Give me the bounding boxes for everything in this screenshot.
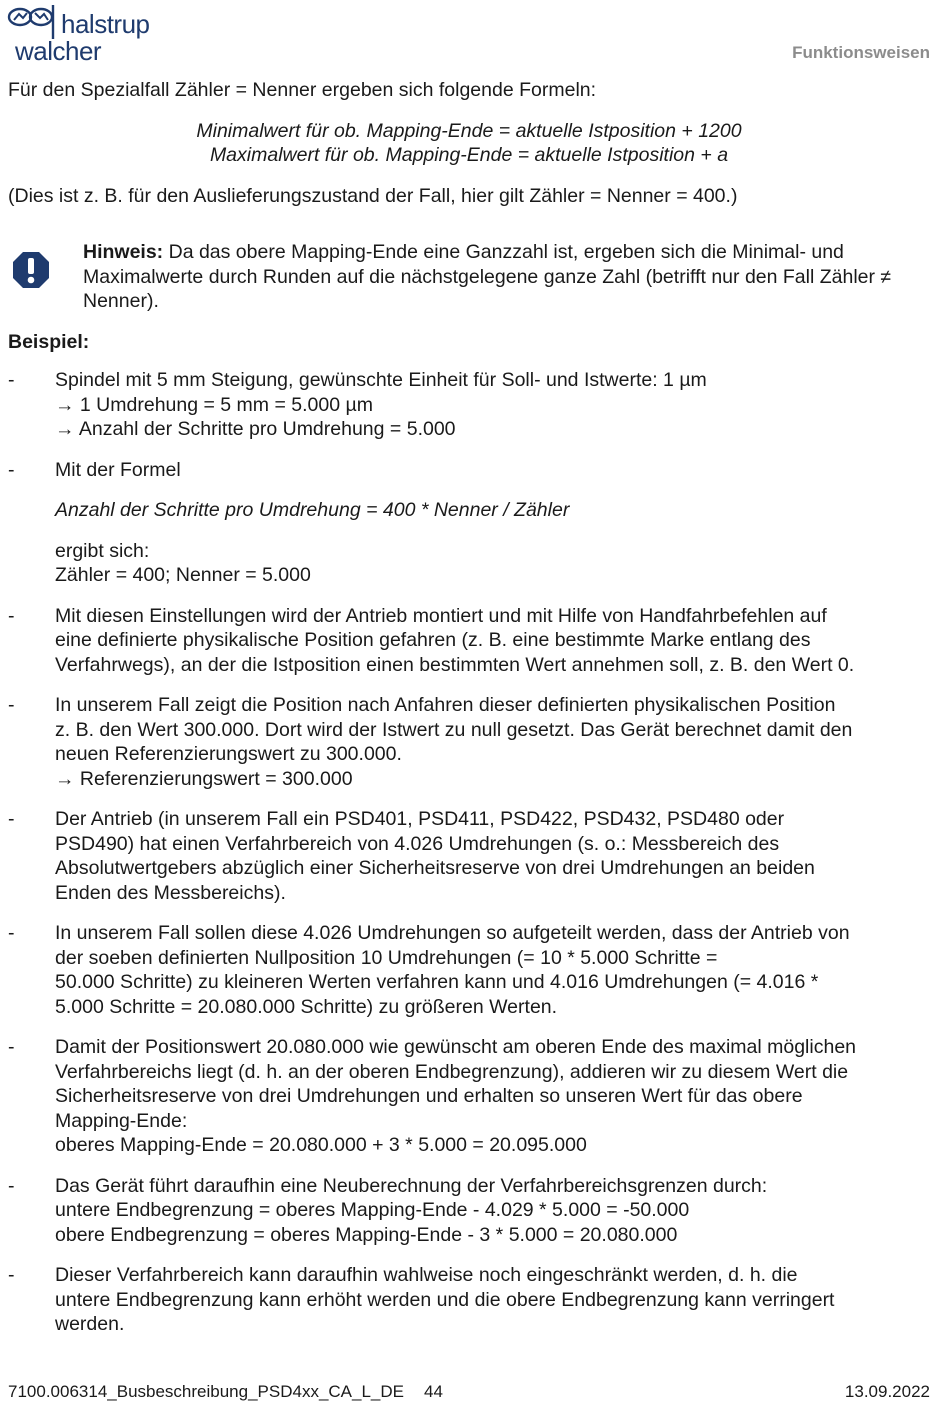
list-item xyxy=(8,807,930,905)
list-item-line: Dieser Verfahrbereich kann daraufhin wahlweise noch eingeschränkt werden, d. h. die xyxy=(55,1264,798,1286)
list-item-line: werden. xyxy=(55,1313,125,1335)
list-item-line: Das Gerät führt daraufhin eine Neuberechnung der Verfahrbereichsgrenzen durch: xyxy=(55,1174,768,1197)
logo-text-walcher: walcher xyxy=(15,36,102,66)
list-item-line: eine definierte physikalische Position gefahren (z. B. eine bestimmte Marke entlang des xyxy=(55,629,811,651)
list-item-line: neuen Referenzierungswert zu 300.000. xyxy=(55,743,402,765)
hint-paragraph xyxy=(83,240,930,314)
list-dash: - xyxy=(8,808,15,830)
list-item-line: → Anzahl der Schritte pro Umdrehung = 5.000 xyxy=(55,418,456,440)
list-item-line: Enden des Messbereichs). xyxy=(55,881,286,904)
paren-note: (Dies ist z. B. für den Auslieferungszustand der Fall, hier gilt Zähler = Nenner = 400.) xyxy=(8,184,738,207)
footer-doc-info xyxy=(8,1380,443,1405)
list-dash: - xyxy=(8,1264,15,1286)
list-dash: - xyxy=(8,369,15,391)
list-dash: - xyxy=(8,694,15,716)
list-item xyxy=(8,921,930,1019)
list-item xyxy=(8,693,930,791)
list-item-line: Mit der Formel xyxy=(55,458,181,481)
example-heading: Beispiel: xyxy=(8,330,90,353)
list-item-line: z. B. den Wert 300.000. Dort wird der Istwert zu null gesetzt. Das Gerät berechnet damit den xyxy=(55,718,853,741)
footer-doc-id: 7100.006314_Busbeschreibung_PSD4xx_CA_L_DE xyxy=(8,1382,405,1401)
section-title: Funktionsweisen xyxy=(792,43,930,62)
list-item xyxy=(8,1174,930,1248)
list-item-line: Der Antrieb (in unserem Fall ein PSD401, PSD411, PSD422, PSD432, PSD480 oder xyxy=(55,808,785,830)
list-item-line: Zähler = 400; Nenner = 5.000 xyxy=(55,564,311,586)
page-content xyxy=(8,78,930,1337)
list-dash: - xyxy=(8,604,15,627)
hint-text: Da das obere Mapping-Ende eine Ganzzahl ist, ergeben sich die Minimal- und Maximalwerte durch Runden auf die nächstgelegene ganze Zahl (betrifft nur den Fall Zähler ≠ Nenner). xyxy=(83,241,892,312)
list-item-line: Verfahrwegs), an der die Istposition einen bestimmten Wert annehmen soll, z. B. den Wert 0. xyxy=(55,653,855,676)
list-item-line: Verfahrbereichs liegt (d. h. an der oberen Endbegrenzung), addieren wir zu diesem Wert die xyxy=(55,1060,849,1083)
logo-mark-icon xyxy=(7,5,57,39)
list-item-line: Spindel mit 5 mm Steigung, gewünschte Einheit für Soll- und Istwerte: 1 µm xyxy=(55,369,707,391)
list-item-line: untere Endbegrenzung kann erhöht werden und die obere Endbegrenzung kann verringert xyxy=(55,1288,835,1311)
list-item-line: Sicherheitsreserve von drei Umdrehungen und erhalten so unseren Wert für das obere xyxy=(55,1085,803,1107)
list-item-line: Absolutwertgebers abzüglich einer Sicherheitsreserve von drei Umdrehungen an beiden xyxy=(55,857,815,879)
list-dash: - xyxy=(8,1174,15,1197)
hint-label: Hinweis: xyxy=(83,241,164,263)
list-item xyxy=(8,458,930,588)
list-item-formula: Anzahl der Schritte pro Umdrehung = 400 * Nenner / Zähler xyxy=(55,499,570,521)
list-item-line: untere Endbegrenzung = oberes Mapping-Ende - 4.029 * 5.000 = -50.000 xyxy=(55,1199,690,1221)
list-item-line: 5.000 Schritte = 20.080.000 Schritte) zu größeren Werten. xyxy=(55,995,558,1018)
list-dash: - xyxy=(8,458,15,481)
formula-max: Maximalwert für ob. Mapping-Ende = aktuelle Istposition + a xyxy=(209,144,729,166)
list-item-line: In unserem Fall sollen diese 4.026 Umdrehungen so aufgeteilt werden, dass der Antrieb von xyxy=(55,922,850,944)
list-dash: - xyxy=(8,1036,15,1058)
list-item-line: Mit diesen Einstellungen wird der Antrieb montiert und mit Hilfe von Handfahrbefehlen auf xyxy=(55,604,827,627)
exclamation-icon xyxy=(11,250,51,290)
hint-box xyxy=(8,240,930,314)
list-item xyxy=(8,1263,930,1337)
list-item-line: Damit der Positionswert 20.080.000 wie gewünscht am oberen Ende des maximal möglichen xyxy=(55,1036,857,1058)
footer-date: 13.09.2022 xyxy=(844,1382,930,1401)
list-item-line: ergibt sich: xyxy=(55,539,150,562)
list-item-line: → 1 Umdrehung = 5 mm = 5.000 µm xyxy=(55,393,373,416)
list-item-line: 50.000 Schritte) zu kleineren Werten verfahren kann und 4.016 Umdrehungen (= 4.016 * xyxy=(55,971,819,993)
list-item xyxy=(8,1035,930,1158)
company-logo xyxy=(7,5,177,66)
list-item-line: obere Endbegrenzung = oberes Mapping-Ende - 3 * 5.000 = 20.080.000 xyxy=(55,1223,678,1246)
intro-text: Für den Spezialfall Zähler = Nenner ergeben sich folgende Formeln: xyxy=(8,79,597,101)
footer-page-number: 44 xyxy=(424,1382,443,1401)
logo-text-halstrup: halstrup xyxy=(61,9,150,39)
list-item-line: PSD490) hat einen Verfahrbereich von 4.026 Umdrehungen (s. o.: Messbereich des xyxy=(55,832,780,855)
list-item xyxy=(8,604,930,678)
example-list xyxy=(8,368,930,1337)
list-dash: - xyxy=(8,922,15,944)
list-item-line: der soeben definierten Nullposition 10 Umdrehungen (= 10 * 5.000 Schritte = xyxy=(55,946,718,969)
list-item-line: → Referenzierungswert = 300.000 xyxy=(55,767,353,790)
list-item-line: In unserem Fall zeigt die Position nach Anfahren dieser definierten physikalischen Position xyxy=(55,694,836,716)
formula-min: Minimalwert für ob. Mapping-Ende = aktuelle Istposition + 1200 xyxy=(196,119,742,142)
list-item xyxy=(8,368,930,442)
list-item-line: Mapping-Ende: xyxy=(55,1109,188,1132)
list-item-line: oberes Mapping-Ende = 20.080.000 + 3 * 5.000 = 20.095.000 xyxy=(55,1134,587,1156)
